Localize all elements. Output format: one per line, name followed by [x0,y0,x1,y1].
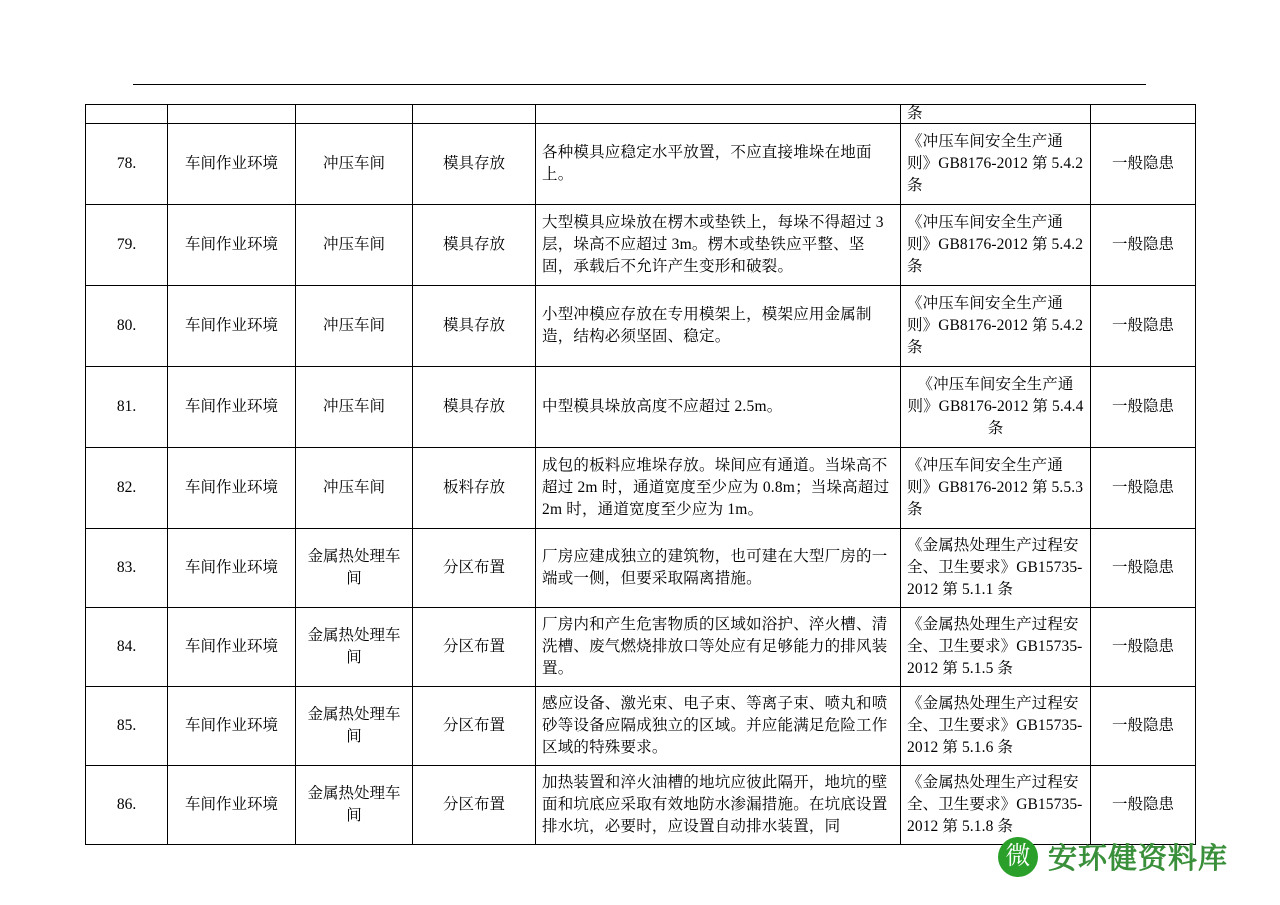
cell-workshop: 金属热处理车间 [296,687,413,766]
cell-level: 一般隐患 [1091,124,1196,205]
cell-level: 一般隐患 [1091,687,1196,766]
cell-workshop: 冲压车间 [296,286,413,367]
cell-number: 81. [86,367,168,448]
cell-workshop: 冲压车间 [296,205,413,286]
wechat-logo-icon [998,837,1038,877]
cell-workshop: 金属热处理车间 [296,529,413,608]
cell-reference: 《金属热处理生产过程安全、卫生要求》GB15735-2012 第 5.1.1 条 [901,529,1091,608]
cell-level: 一般隐患 [1091,608,1196,687]
cell-reference: 《金属热处理生产过程安全、卫生要求》GB15735-2012 第 5.1.8 条 [901,766,1091,845]
cell-level: 一般隐患 [1091,448,1196,529]
cell-workshop: 冲压车间 [296,448,413,529]
cell-category: 车间作业环境 [168,367,296,448]
cell-reference: 《金属热处理生产过程安全、卫生要求》GB15735-2012 第 5.1.5 条 [901,608,1091,687]
table-row-continuation [86,105,1196,124]
cell-reference: 《冲压车间安全生产通则》GB8176-2012 第 5.4.2 条 [901,286,1091,367]
cell-category: 车间作业环境 [168,286,296,367]
wechat-logo-glyph: 微 [1005,842,1031,870]
cell-number: 86. [86,766,168,845]
cell-number: 80. [86,286,168,367]
table-row [86,608,1196,687]
cell-reference-fragment: 条 [901,105,1091,124]
cell-workshop: 冲压车间 [296,124,413,205]
cell-workshop: 金属热处理车间 [296,766,413,845]
cell-reference: 《冲压车间安全生产通则》GB8176-2012 第 5.4.2 条 [901,124,1091,205]
cell-workshop: 金属热处理车间 [296,608,413,687]
watermark-label: 安环健资料库 [1047,843,1228,875]
cell-number: 82. [86,448,168,529]
cell-description: 各种模具应稳定水平放置，不应直接堆垛在地面上。 [536,124,901,205]
cell-number: 79. [86,205,168,286]
hazard-checklist-table-container [85,104,1195,845]
table-row [86,529,1196,608]
cell-category: 车间作业环境 [168,766,296,845]
cell-item: 模具存放 [413,205,536,286]
cell-number: 83. [86,529,168,608]
cell-item: 模具存放 [413,124,536,205]
cell-description [536,105,901,124]
cell-item: 模具存放 [413,286,536,367]
cell-category: 车间作业环境 [168,687,296,766]
cell-level: 一般隐患 [1091,205,1196,286]
cell-category: 车间作业环境 [168,448,296,529]
cell-reference: 《冲压车间安全生产通则》GB8176-2012 第 5.5.3 条 [901,448,1091,529]
cell-description: 大型模具应垛放在楞木或垫铁上，每垛不得超过 3 层，垛高不应超过 3m。楞木或垫铁应平整、坚固，承载后不允许产生变形和破裂。 [536,205,901,286]
watermark [998,836,1228,877]
cell-category [168,105,296,124]
cell-description: 感应设备、激光束、电子束、等离子束、喷丸和喷砂等设备应隔成独立的区域。并应能满足危险工作区域的特殊要求。 [536,687,901,766]
table-row [86,766,1196,845]
cell-item: 分区布置 [413,608,536,687]
cell-description: 厂房应建成独立的建筑物，也可建在大型厂房的一端或一侧，但要采取隔离措施。 [536,529,901,608]
table-row [86,124,1196,205]
cell-number: 85. [86,687,168,766]
cell-description: 加热装置和淬火油槽的地坑应彼此隔开，地坑的壁面和坑底应采取有效地防水渗漏措施。在坑底设置排水坑，必要时，应设置自动排水装置，同 [536,766,901,845]
cell-item: 板料存放 [413,448,536,529]
cell-level: 一般隐患 [1091,367,1196,448]
cell-category: 车间作业环境 [168,608,296,687]
cell-workshop: 冲压车间 [296,367,413,448]
cell-item [413,105,536,124]
cell-item: 分区布置 [413,529,536,608]
cell-level [1091,105,1196,124]
hazard-checklist-table [85,104,1196,845]
cell-item: 分区布置 [413,687,536,766]
table-row [86,367,1196,448]
cell-workshop [296,105,413,124]
cell-item: 分区布置 [413,766,536,845]
cell-reference: 《金属热处理生产过程安全、卫生要求》GB15735-2012 第 5.1.6 条 [901,687,1091,766]
cell-level: 一般隐患 [1091,766,1196,845]
cell-description: 中型模具垛放高度不应超过 2.5m。 [536,367,901,448]
cell-description: 小型冲模应存放在专用模架上，模架应用金属制造，结构必须坚固、稳定。 [536,286,901,367]
cell-category: 车间作业环境 [168,529,296,608]
cell-category: 车间作业环境 [168,205,296,286]
table-row [86,286,1196,367]
cell-number: 84. [86,608,168,687]
cell-description: 厂房内和产生危害物质的区域如浴护、淬火槽、清洗槽、废气燃烧排放口等处应有足够能力的排风装置。 [536,608,901,687]
cell-level: 一般隐患 [1091,286,1196,367]
table-row [86,687,1196,766]
cell-level: 一般隐患 [1091,529,1196,608]
cell-description: 成包的板料应堆垛存放。垛间应有通道。当垛高不超过 2m 时，通道宽度至少应为 0.8m；当垛高超过 2m 时，通道宽度至少应为 1m。 [536,448,901,529]
table-row [86,205,1196,286]
cell-reference: 《冲压车间安全生产通则》GB8176-2012 第 5.4.2 条 [901,205,1091,286]
cell-number: 78. [86,124,168,205]
header-divider [133,84,1146,85]
cell-reference: 《冲压车间安全生产通则》GB8176-2012 第 5.4.4 条 [901,367,1091,448]
cell-item: 模具存放 [413,367,536,448]
table-row [86,448,1196,529]
cell-number [86,105,168,124]
cell-category: 车间作业环境 [168,124,296,205]
